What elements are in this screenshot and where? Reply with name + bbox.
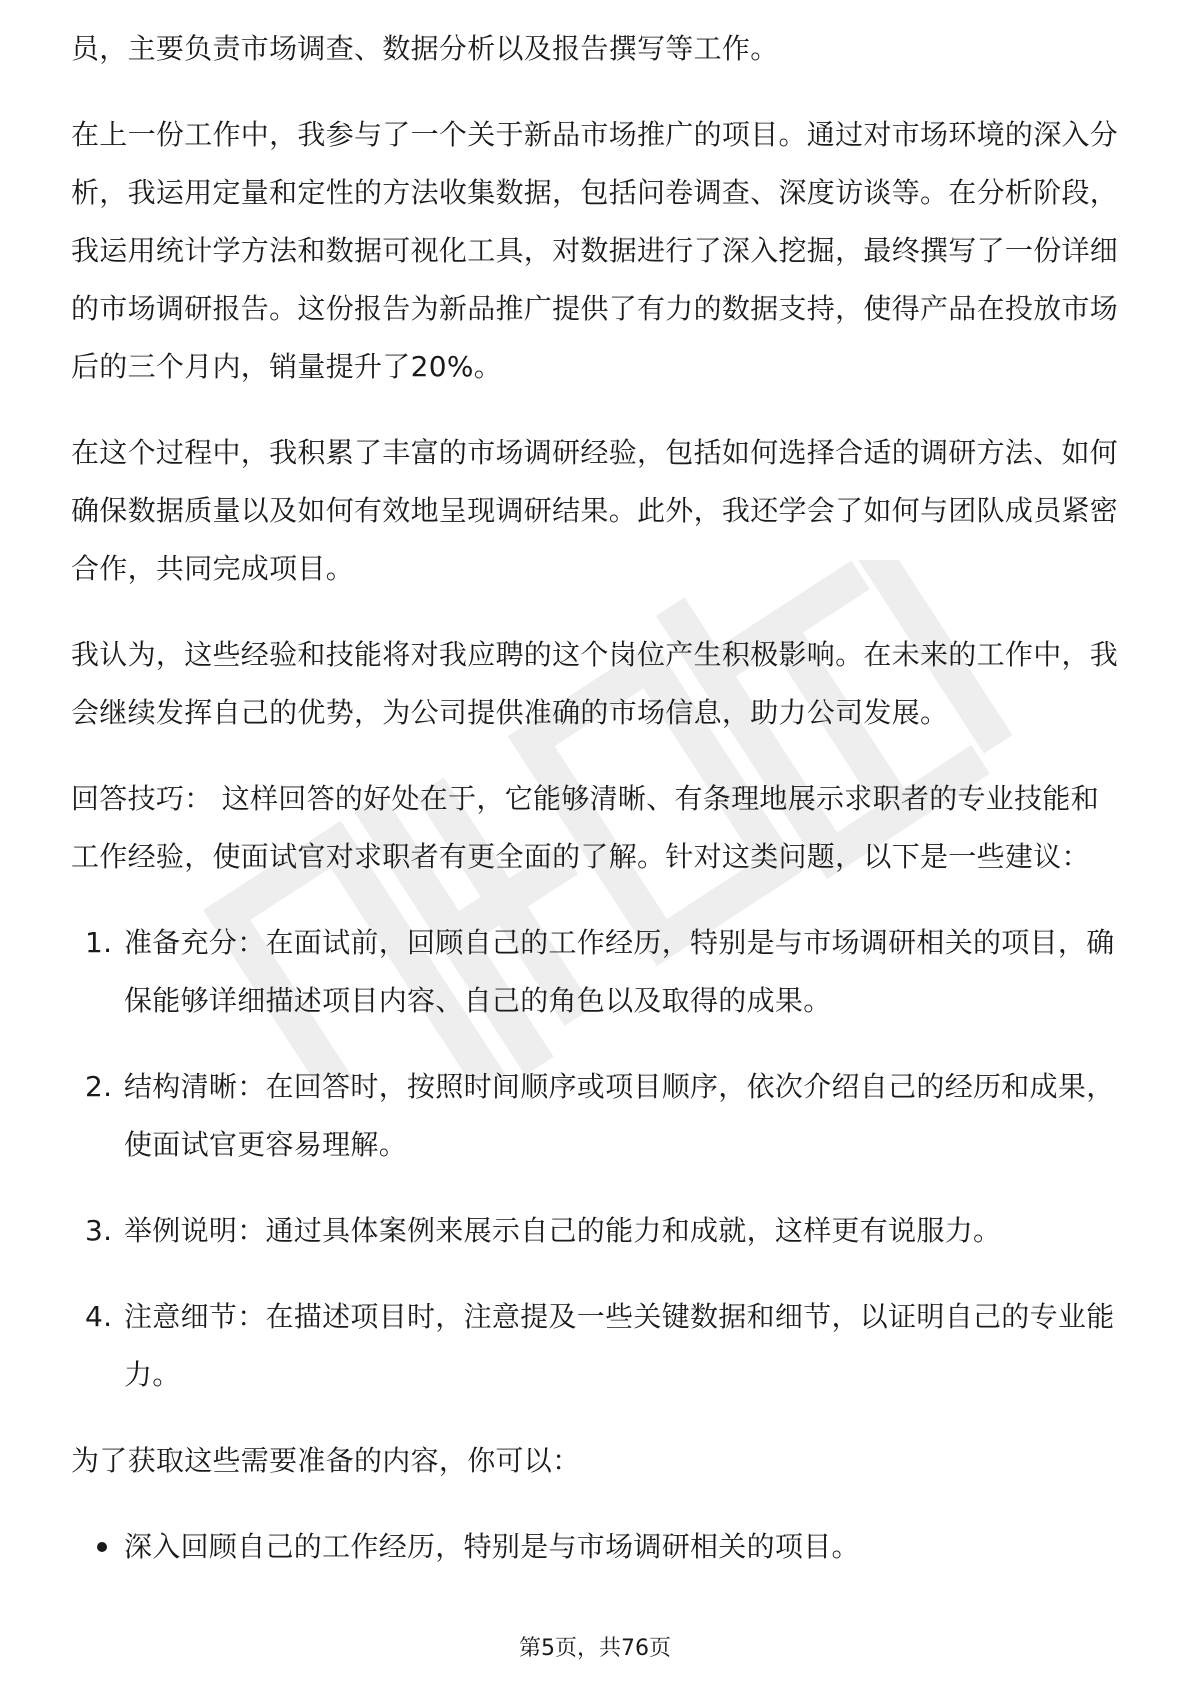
list-item-text: 注意细节：在描述项目时，注意提及一些关键数据和细节，以证明自己的专业能力。 — [124, 1300, 1115, 1391]
prep-list — [71, 1518, 1121, 1576]
list-item-text: 深入回顾自己的工作经历，特别是与市场调研相关的项目。 — [124, 1530, 860, 1563]
paragraph: 我认为，这些经验和技能将对我应聘的这个岗位产生积极影响。在未来的工作中，我会继续发挥自己的优势，为公司提供准确的市场信息，助力公司发展。 — [71, 638, 1119, 729]
list-item-text: 结构清晰：在回答时，按照时间顺序或项目顺序，依次介绍自己的经历和成果，使面试官更容易理解。 — [124, 1070, 1115, 1161]
page-footer: 第5页，共76页 — [519, 1636, 671, 1661]
paragraph: 在上一份工作中，我参与了一个关于新品市场推广的项目。通过对市场环境的深入分析，我运用定量和定性的方法收集数据，包括问卷调查、深度访谈等。在分析阶段，我运用统计学方法和数据可视化工具，对数据进行了深入挖掘，最终撰写了一份详细的市场调研报告。这份报告为新品推广提供了有力的数据支持，使得产品在投放市场后的三个月内，销量提升了20%。 — [71, 118, 1119, 383]
list-item — [71, 914, 1121, 1030]
list-number: 4. — [85, 1300, 113, 1333]
list-number: 1. — [85, 926, 113, 959]
paragraph: 员，主要负责市场调查、数据分析以及报告撰写等工作。 — [71, 32, 779, 65]
list-item — [71, 1202, 1121, 1260]
list-item-text: 举例说明：通过具体案例来展示自己的能力和成就，这样更有说服力。 — [124, 1214, 1002, 1247]
list-number: 2. — [85, 1070, 113, 1103]
document-body — [71, 26, 1121, 1604]
list-item-text: 准备充分：在面试前，回顾自己的工作经历，特别是与市场调研相关的项目，确保能够详细描述项目内容、自己的角色以及取得的成果。 — [124, 926, 1115, 1017]
tips-list — [71, 914, 1121, 1404]
list-item — [71, 1518, 1121, 1576]
bullet-icon — [97, 1542, 107, 1552]
list-item — [71, 1288, 1121, 1404]
list-number: 3. — [85, 1214, 113, 1247]
list-item — [71, 1058, 1121, 1174]
prep-intro: 为了获取这些需要准备的内容，你可以： — [71, 1444, 581, 1477]
paragraph: 在这个过程中，我积累了丰富的市场调研经验，包括如何选择合适的调研方法、如何确保数据质量以及如何有效地呈现调研结果。此外，我还学会了如何与团队成员紧密合作，共同完成项目。 — [71, 436, 1119, 585]
answer-tips-intro: 回答技巧： 这样回答的好处在于，它能够清晰、有条理地展示求职者的专业技能和工作经验，使面试官对求职者有更全面的了解。针对这类问题，以下是一些建议： — [71, 782, 1100, 873]
